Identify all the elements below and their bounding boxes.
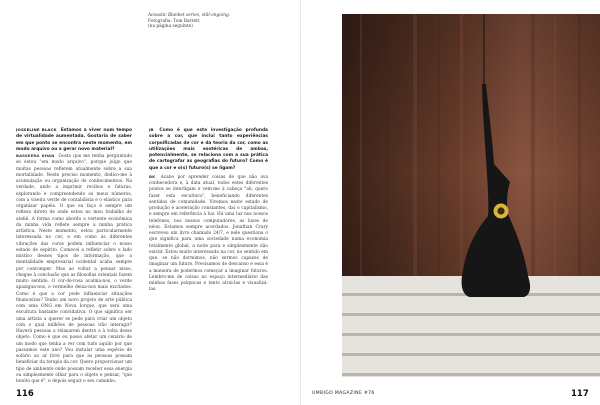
rust-streak bbox=[554, 14, 556, 276]
step-edge-shadow bbox=[342, 313, 600, 316]
left-page-number: 116 bbox=[16, 389, 34, 399]
rust-streak bbox=[360, 14, 362, 276]
speaker-label: BASSEERA KHAN bbox=[16, 153, 55, 158]
rust-streak bbox=[413, 14, 417, 276]
rust-streak bbox=[460, 14, 463, 276]
steel-wall-shade bbox=[342, 14, 600, 276]
artwork-photograph bbox=[342, 14, 600, 377]
second-question bbox=[149, 127, 268, 172]
stone-step bbox=[342, 376, 600, 377]
speaker-label: BK bbox=[149, 173, 156, 179]
page-gutter bbox=[300, 0, 301, 405]
question-text: Como é que esta investigação profunda sobre a cor, que inclui tanto experiências corpoificadas de cor e da teoria da cor, como as utilizações mais esotéricas de ambas, potencialmente, se relaciona com a sua prática de cartografar as geografias do futuro? Como é que a cor e o(s) futuro(s) se ligam? bbox=[149, 128, 268, 171]
answer-paragraph bbox=[149, 174, 268, 294]
speaker-label: JB bbox=[149, 127, 154, 132]
answer-paragraph bbox=[16, 153, 132, 385]
opening-question bbox=[16, 127, 132, 153]
caption-title: Acoustic Blanket series, still-ongoing. bbox=[148, 13, 231, 18]
step-edge-shadow bbox=[342, 373, 600, 376]
right-text-column bbox=[149, 127, 268, 294]
photo-illustration bbox=[342, 14, 600, 377]
left-text-column bbox=[16, 127, 132, 385]
right-page-number: 117 bbox=[571, 389, 589, 399]
caption-credit: Fotografia: Tom Barrett bbox=[148, 18, 200, 24]
rust-streak bbox=[386, 14, 389, 276]
answer-text: Gosto que me tenha perguntado se estou "em modo arquivo", porque julgo que muitas pessoas refletem atualmente sobre a sua mortalidade. Neste preciso momento, dedico-me à acumulação ou organização de conhecimentos. Na verdade, ando a imprimir recibos e faturas, explorando e compreendendo os meus números, com a viseira verde de contabilista e o elástico para organizar papéis. O que eu faço é sempre um reflexo direto de onde estou no meu trabalho de ateliê. A forma como abordo a vertente económica da minha vida reflete sempre a minha prática artística. Neste momento, estou particularmente interessada no cor, e em como as diferentes vibrações das cores podem influenciar o nosso estado de espírito. Comecei a refletir sobre o lado místico desses tipos de informação, que a mentalidade empresarial ocidental acaba sempre por conromper. Mas ao voltar a pensar nisso, chegue à conclusão que as filosofias orientais fazem muito sentido. O cor-de-rosa acalma-nos, o verde apazigua-nos, o vermelho deixa-nos mais excitados. Como é que a cor pode influenciar situações financeiras? Tenho um novo projeto de arte pública com uma ONG em Nova Iorque, que será uma escultura bastante convidativa. O que significa ser uma artista a querer se pede para criar um objeto com o qual milhões de pessoas irão interagir? Haverá pessoas a relaxarem dentro e à volta desse objeto. Como é que eu posso afetar um cenário de um modo que tenha a ver com tudo aquilo por que passamos este ano? Vou instalar uma espécie de solário ao ar livre para que as pessoas possam beneficiar da terapia da cor. Quero proporcionar um tipo de ambiente onde possam receber essa energia ou simplesmente olhar para o objeto e pensar, "que bonito que é", e depois seguir o seu caminho. bbox=[16, 154, 132, 384]
step-edge-shadow bbox=[342, 353, 600, 356]
question-text: Estamos a viver num tempo de virtualidade aumentada. Gostaria de saber em que ponto se encontra neste momento, em modo arquivo ou a gerar novo material? bbox=[16, 128, 132, 152]
magazine-footer: UMBIGO MAGAZINE #76 bbox=[312, 391, 375, 396]
rust-streak bbox=[438, 14, 440, 276]
step-edge-shadow bbox=[342, 333, 600, 336]
caption-note: (na página seguinte) bbox=[148, 24, 193, 30]
rust-streak bbox=[531, 14, 535, 276]
speaker-label: JOSSELINE BLACK bbox=[16, 127, 57, 132]
rust-streak bbox=[578, 14, 581, 276]
photo-caption bbox=[148, 13, 268, 30]
sunflower-brooch-center bbox=[497, 207, 504, 214]
answer-text: Acabo por aprender coisas de que não ava conhecedora e, à data atual, todos estes diferentes pontos se interligam e vem-me à cabeça "ah, quero fazer esta escultura", beneficiando diferentes sentidos de comunidade. Vivemos neste estado de produção e aceleração constantes, daí o capitalismo, e sempre em referência à luz. Há uma luz nos nossos telefones, nos nossos computadores, as luzes de néon. Estamos sempre acordados. Jonathan Crary escreveu um livro chamado 24/7, e nele questiona o que significa para uma sociedade numa economia totalmente global, a noite para e simplesmente não existir. Estou muito interessada na cor, no sentido em que, se não dormimos, não sermos capazes de imaginar um futuro. Precisamos de descanso e essa é a maneira de podermos começar a imaginar futuros. Lembro-me de coisas no espaço intermediário das minhas fases psíquicas e tento atrai-las e visualizá-las. bbox=[149, 174, 268, 293]
